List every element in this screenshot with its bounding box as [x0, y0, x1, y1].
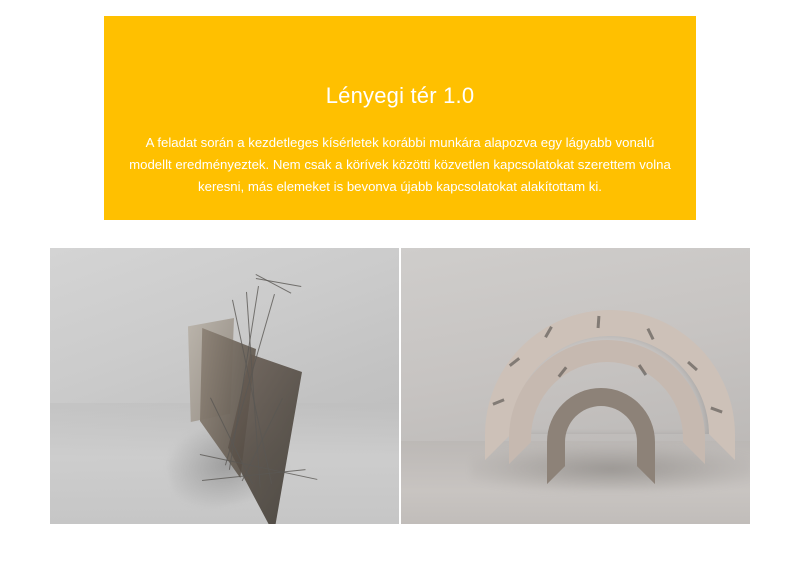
title-banner	[104, 16, 696, 220]
photo-row	[50, 248, 750, 524]
wire-and-cardboard-sculpture-photo	[50, 248, 399, 524]
page-title: Lényegi tér 1.0	[325, 83, 475, 108]
layered-arch-model-photo	[401, 248, 750, 524]
body-paragraph: A feladat során a kezdetleges kísérletek korábbi munkára alapozva egy lágyabb vonalú modellt eredményeztek. Nem csak a körívek közötti közvetlen kapcsolatokat szerettem volna keresni, más elemeket is bevonva újabb kapcsolatokat alakítottam ki.	[129, 135, 671, 194]
